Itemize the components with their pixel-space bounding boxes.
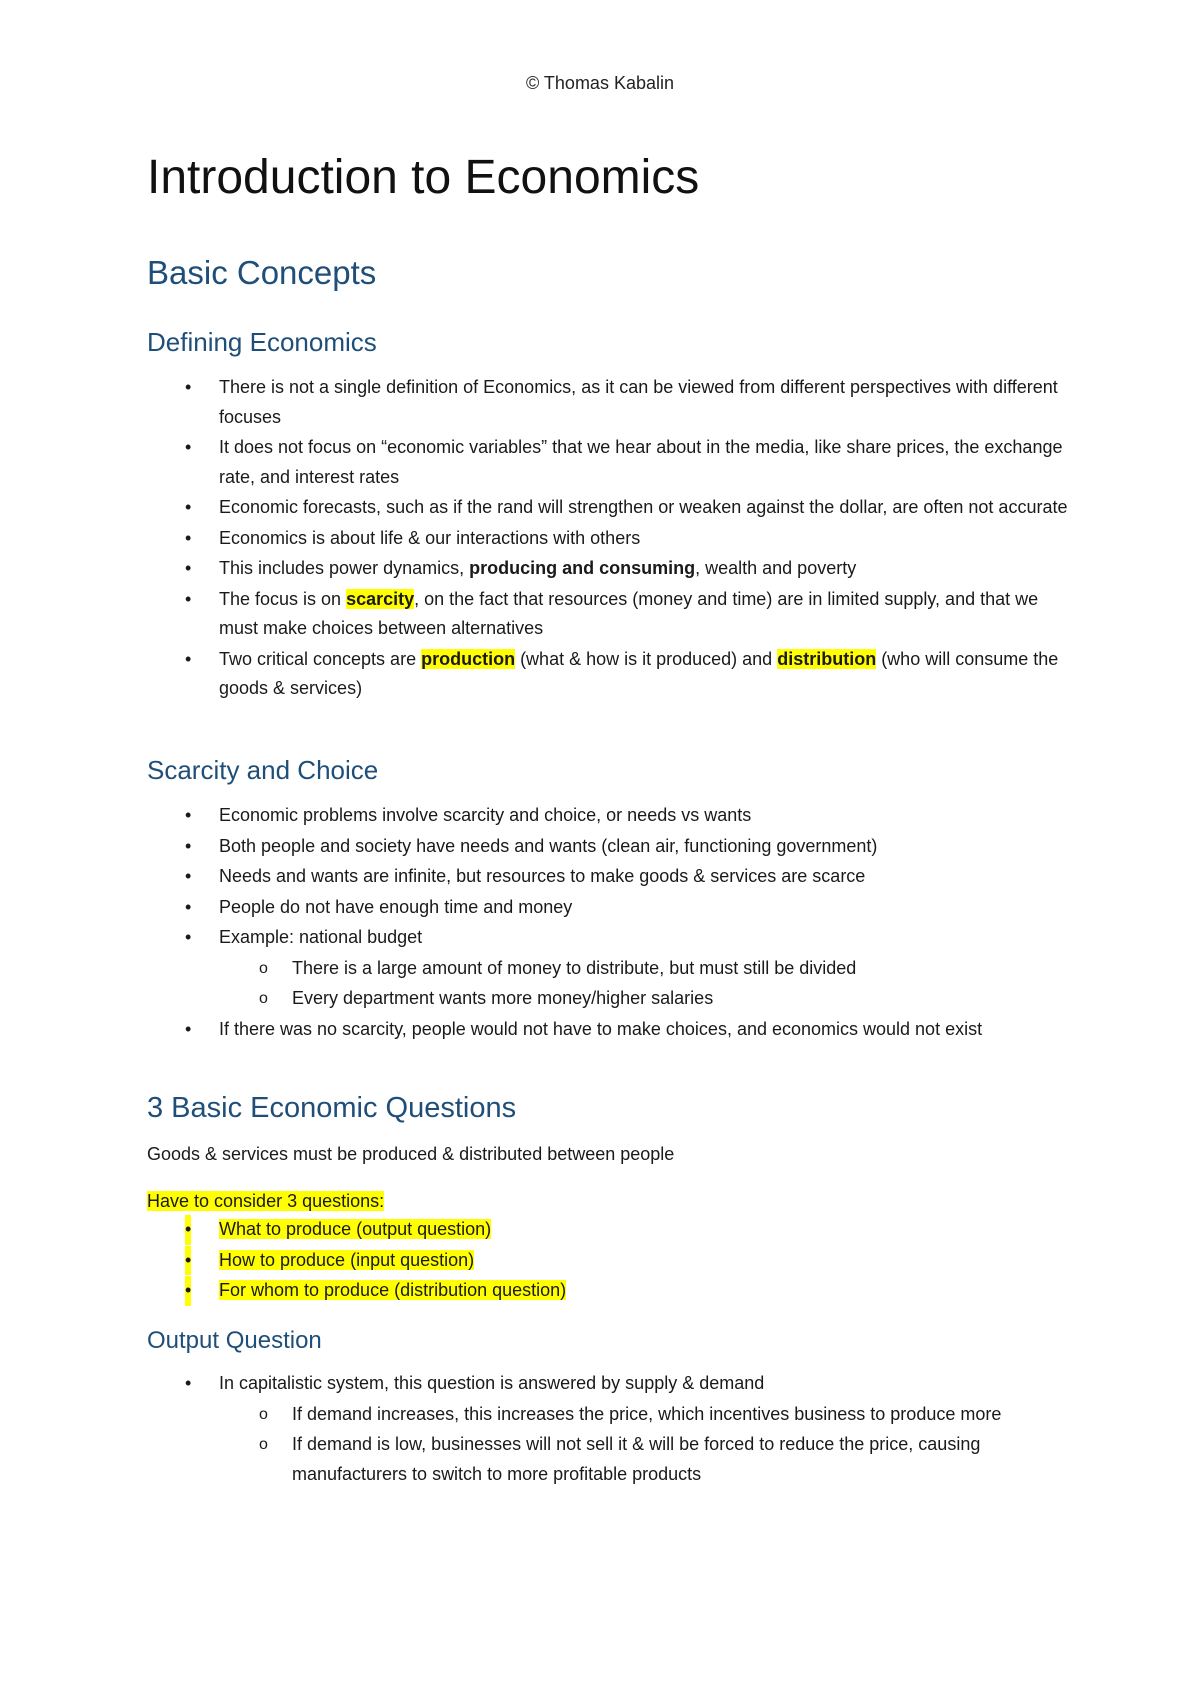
sub-bullet-icon: o	[259, 1436, 268, 1453]
list-item: • If there was no scarcity, people would not have to make choices, and economics would not exist	[147, 1015, 1077, 1045]
list-item: • Two critical concepts are production (what & how is it produced) and distribution (who will consume the goods & services)	[147, 645, 1077, 704]
list-item: • This includes power dynamics, producing and consuming, wealth and poverty	[147, 554, 1077, 584]
highlighted-term-scarcity: scarcity	[346, 588, 415, 609]
highlighted-term-distribution: distribution	[777, 648, 877, 669]
sub-list-item: o Every department wants more money/higher salaries	[147, 984, 1077, 1014]
list-item: • Economic problems involve scarcity and choice, or needs vs wants	[147, 801, 1077, 831]
defining-economics-list	[147, 373, 1077, 705]
list-item: • How to produce (input question)	[147, 1246, 1077, 1276]
bullet-icon: •	[185, 1215, 191, 1245]
bullet-icon: •	[185, 805, 192, 825]
questions-intro: Goods & services must be produced & distributed between people	[147, 1144, 675, 1164]
sub-list-item: o If demand is low, businesses will not sell it & will be forced to reduce the price, causing manufacturers to switch to more profitable products	[147, 1430, 1077, 1489]
sub-bullet-icon: o	[259, 1405, 268, 1423]
list-item: • The focus is on scarcity, on the fact that resources (money and time) are in limited supply, and that we must make choices between alternatives	[147, 585, 1077, 644]
list-item: • Example: national budget	[147, 923, 1077, 953]
bullet-icon: •	[185, 588, 192, 609]
bullet-icon: •	[185, 437, 192, 457]
questions-list	[147, 1215, 1077, 1307]
bullet-icon: •	[185, 896, 192, 917]
list-item: • Economics is about life & our interactions with others	[147, 524, 1077, 554]
heading-basic-concepts: Basic Concepts	[147, 254, 377, 291]
list-item: • In capitalistic system, this question is answered by supply & demand	[147, 1369, 1077, 1399]
sub-bullet-icon: o	[259, 959, 268, 977]
bullet-icon: •	[185, 1246, 191, 1276]
list-item: • What to produce (output question)	[147, 1215, 1077, 1245]
bullet-icon: •	[185, 927, 192, 947]
list-item: • Economic forecasts, such as if the rand will strengthen or weaken against the dollar, are often not accurate	[147, 493, 1077, 523]
bullet-icon: •	[185, 1373, 192, 1393]
questions-consider-highlight: Have to consider 3 questions:	[147, 1191, 385, 1211]
bold-term: producing and consuming	[469, 558, 696, 578]
bullet-icon: •	[185, 377, 192, 397]
output-list	[147, 1369, 1077, 1490]
bullet-icon: •	[185, 835, 192, 856]
list-item: • People do not have enough time and money	[147, 893, 1077, 923]
sub-list-item: o There is a large amount of money to distribute, but must still be divided	[147, 954, 1077, 984]
bullet-icon: •	[185, 527, 192, 548]
heading-scarcity-and-choice: Scarcity and Choice	[147, 755, 379, 785]
list-item: • Both people and society have needs and wants (clean air, functioning government)	[147, 832, 1077, 862]
bullet-icon: •	[185, 1018, 192, 1039]
sub-list-item: o If demand increases, this increases the price, which incentives business to produce more	[147, 1400, 1077, 1430]
heading-output-question: Output Question	[147, 1327, 322, 1354]
heading-defining-economics: Defining Economics	[147, 327, 377, 357]
copyright-header: © Thomas Kabalin	[525, 73, 674, 93]
bullet-icon: •	[185, 648, 192, 669]
scarcity-list	[147, 801, 1077, 1045]
highlighted-term-production: production	[421, 648, 516, 669]
bullet-icon: •	[185, 1276, 191, 1306]
list-item: • There is not a single definition of Economics, as it can be viewed from different perspectives with different focuses	[147, 373, 1077, 432]
bullet-icon: •	[185, 558, 192, 578]
heading-basic-economic-questions: 3 Basic Economic Questions	[147, 1092, 517, 1124]
list-item: • It does not focus on “economic variables” that we hear about in the media, like share prices, the exchange rate, and interest rates	[147, 433, 1077, 492]
bullet-icon: •	[185, 497, 192, 517]
list-item: • Needs and wants are infinite, but resources to make goods & services are scarce	[147, 862, 1077, 892]
bullet-icon: •	[185, 866, 192, 886]
sub-bullet-icon: o	[259, 990, 268, 1007]
page-title: Introduction to Economics	[147, 151, 700, 204]
list-item: • For whom to produce (distribution question)	[147, 1276, 1077, 1306]
